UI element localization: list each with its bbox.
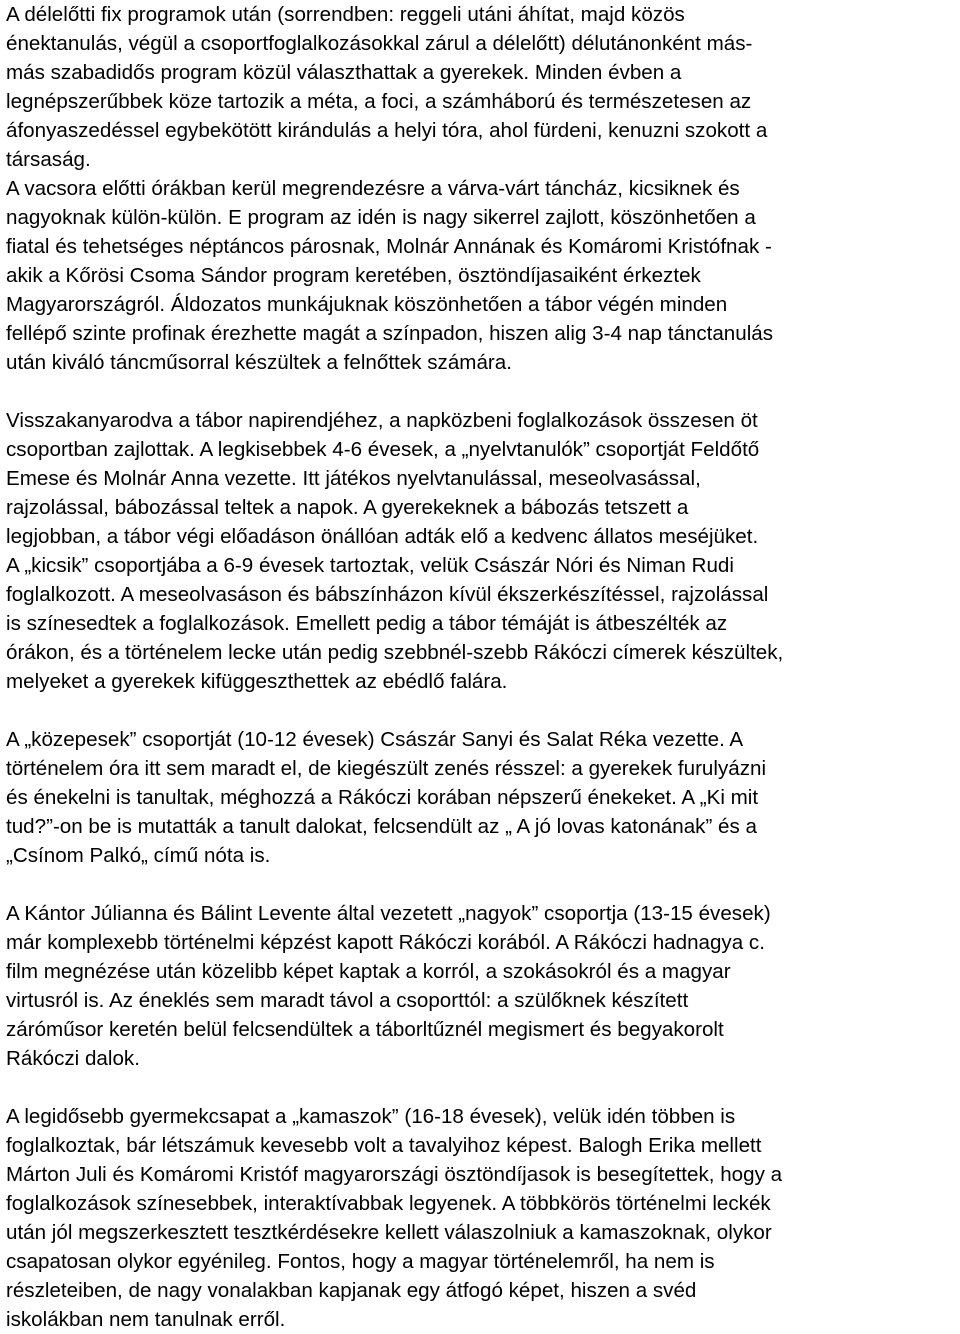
paragraph-afternoon-programs: A délelőtti fix programok után (sorrendben: reggeli utáni áhítat, majd közös énektanulás, végül a csoportfoglalkozásokkal zárul a délelőtt) délutánonként más- más szabadidős program közül választhattak a gyerekek. Minden évben a legnépszerűbbek köze tartozik a méta, a foci, a számháború és természetesen az áfonyaszedéssel egybekötött kirándulás a helyi tóra, ahol fürdeni, kenuzni szokott a társaság. A vacsora előtti órákban kerül megrendezésre a várva-várt táncház, kicsiknek és nagyoknak külön-külön. E program az idén is nagy sikerrel zajlott, köszönhetően a fiatal és tehetséges néptáncos párosnak, Molnár Annának és Komáromi Kristófnak - akik a Kőrösi Csoma Sándor program keretében, ösztöndíjasaiként érkeztek Magyarországról. Áldozatos munkájuknak köszönhetően a tábor végén minden fellépő szinte profinak érezhette magát a színpadon, hiszen alig 3-4 nap tánctanulás után kiváló táncműsorral készültek a felnőttek számára.	[6, 3, 774, 374]
paragraph-intermediate-group: A „közepesek” csoportját (10-12 évesek) Császár Sanyi és Salat Réka vezette. A történelem óra itt sem maradt el, de kiegészült zenés résszel: a gyerekek furulyázni és énekelni is tanultak, méghozzá a Rákóczi korában népszerű énekeket. A „Ki mit tud?”-on be is mutatták a tanult dalokat, felcsendült az „ A jó lovas katonának” és a „Csínom Palkó„ című nóta is.	[6, 728, 767, 867]
paragraph-spacer	[6, 870, 954, 899]
paragraph-older-group: A Kántor Júlianna és Bálint Levente által vezetett „nagyok” csoportja (13-15 évesek) már komplexebb történelmi képzést kapott Rákóczi korából. A Rákóczi hadnagya c. film megnézése után közelibb képet kaptak a korról, a szokásokról és a magyar virtusról is. Az éneklés sem maradt távol a csoporttól: a szülőknek készített záróműsor keretén belül felcsendültek a táborltűznél megismert és begyakorolt Rákóczi dalok.	[6, 902, 771, 1070]
paragraph-spacer	[6, 377, 954, 406]
paragraph-teenagers-group: A legidősebb gyermekcsapat a „kamaszok” (16-18 évesek), velük idén többen is foglalkoztak, bár létszámuk kevesebb volt a tavalyihoz képest. Balogh Erika mellett Márton Juli és Komáromi Kristóf magyarországi ösztöndíjasok is besegítettek, hogy a foglalkozások színesebbek, interaktívabbak legyenek. A többkörös történelmi leckék után jól megszerkesztett tesztkérdésekre kellett válaszolniuk a kamaszoknak, olykor csapatosan olykor egyénileg. Fontos, hogy a magyar történelemről, ha nem is részleteiben, de nagy vonalakban kapjanak egy átfogó képet, hiszen a svéd iskolákban nem tanulnak erről.	[6, 1105, 783, 1331]
paragraph-spacer	[6, 1073, 954, 1102]
paragraph-spacer	[6, 696, 954, 725]
paragraph-daily-groups: Visszakanyarodva a tábor napirendjéhez, a napközbeni foglalkozások összesen öt csoportban zajlottak. A legkisebbek 4-6 évesek, a „nyelvtanulók” csoportját Feldőtő Emese és Molnár Anna vezette. Itt játékos nyelvtanulással, meseolvasással, rajzolással, bábozással teltek a napok. A gyerekeknek a bábozás tetszett a legjobban, a tábor végi előadáson önállóan adták elő a kedvenc állatos meséjüket. A „kicsik” csoportjába a 6-9 évesek tartoztak, velük Császár Nóri és Niman Rudi foglalkozott. A meseolvasáson és bábszínházon kívül ékszerkészítéssel, rajzolással is színesedtek a foglalkozások. Emellett pedig a tábor témáját is átbeszélték az órákon, és a történelem lecke után pedig szebbnél-szebb Rákóczi címerek készültek, melyeket a gyerekek kifüggeszthettek az ebédlő falára.	[6, 409, 784, 693]
